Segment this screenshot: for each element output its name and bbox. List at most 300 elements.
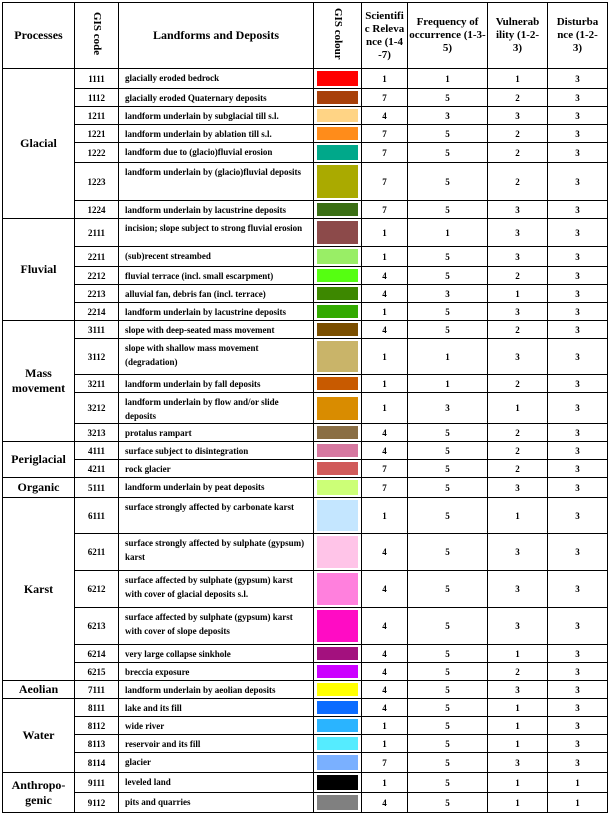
colour-swatch <box>317 221 358 244</box>
disturbance-value: 3 <box>548 681 608 699</box>
gis-code: 3211 <box>75 375 119 393</box>
frequency-value: 1 <box>408 339 488 375</box>
process-name: Glacial <box>3 69 75 219</box>
frequency-value: 5 <box>408 460 488 478</box>
disturbance-value: 1 <box>548 793 608 813</box>
scientific-relevance-value: 4 <box>362 442 408 460</box>
header-gis-colour <box>314 3 362 69</box>
gis-colour-cell <box>314 571 362 608</box>
gis-code: 2212 <box>75 267 119 285</box>
table-row <box>3 219 608 247</box>
landform-description: surface subject to disintegration <box>119 442 314 460</box>
colour-swatch <box>317 426 358 439</box>
gis-code: 3212 <box>75 393 119 424</box>
gis-code: 8112 <box>75 717 119 735</box>
gis-code: 5111 <box>75 478 119 498</box>
colour-swatch <box>317 755 358 770</box>
landform-description: slope with deep-seated mass movement <box>119 321 314 339</box>
vulnerability-value: 1 <box>488 498 548 534</box>
colour-swatch <box>317 775 358 790</box>
table-row <box>3 285 608 303</box>
frequency-value: 1 <box>408 375 488 393</box>
landform-description: surface strongly affected by carbonate karst <box>119 498 314 534</box>
frequency-value: 5 <box>408 201 488 219</box>
colour-swatch <box>317 536 358 568</box>
table-row <box>3 303 608 321</box>
gis-code: 1112 <box>75 89 119 107</box>
table-row <box>3 69 608 89</box>
frequency-value: 5 <box>408 663 488 681</box>
gis-code: 6215 <box>75 663 119 681</box>
vulnerability-value: 1 <box>488 717 548 735</box>
gis-colour-cell <box>314 460 362 478</box>
landform-description: lake and its fill <box>119 699 314 717</box>
disturbance-value: 3 <box>548 267 608 285</box>
frequency-value: 1 <box>408 69 488 89</box>
vulnerability-value: 1 <box>488 793 548 813</box>
landform-legend-table <box>2 2 608 813</box>
header-landforms: Landforms and Deposits <box>119 3 314 69</box>
gis-colour-cell <box>314 645 362 663</box>
colour-swatch <box>317 165 358 198</box>
gis-colour-cell <box>314 498 362 534</box>
table-row <box>3 321 608 339</box>
frequency-value: 5 <box>408 773 488 793</box>
process-name: Anthropo-genic <box>3 773 75 813</box>
scientific-relevance-value: 4 <box>362 424 408 442</box>
scientific-relevance-value: 1 <box>362 393 408 424</box>
scientific-relevance-value: 4 <box>362 534 408 571</box>
disturbance-value: 3 <box>548 753 608 773</box>
frequency-value: 5 <box>408 303 488 321</box>
table-row <box>3 735 608 753</box>
disturbance-value: 3 <box>548 143 608 163</box>
process-name: Karst <box>3 498 75 681</box>
landform-description: landform underlain by fall deposits <box>119 375 314 393</box>
vulnerability-value: 3 <box>488 681 548 699</box>
table-row <box>3 478 608 498</box>
colour-swatch <box>317 269 358 282</box>
colour-swatch <box>317 249 358 264</box>
colour-swatch <box>317 397 358 420</box>
gis-colour-cell <box>314 699 362 717</box>
disturbance-value: 3 <box>548 321 608 339</box>
gis-colour-cell <box>314 681 362 699</box>
colour-swatch <box>317 444 358 457</box>
frequency-value: 5 <box>408 699 488 717</box>
disturbance-value: 3 <box>548 571 608 608</box>
vulnerability-value: 3 <box>488 571 548 608</box>
gis-colour-cell <box>314 321 362 339</box>
scientific-relevance-value: 1 <box>362 375 408 393</box>
gis-code: 8113 <box>75 735 119 753</box>
gis-colour-cell <box>314 285 362 303</box>
colour-swatch <box>317 145 358 160</box>
landform-description: landform underlain by lacustrine deposits <box>119 303 314 321</box>
gis-colour-cell <box>314 247 362 267</box>
disturbance-value: 3 <box>548 478 608 498</box>
scientific-relevance-value: 4 <box>362 793 408 813</box>
frequency-value: 5 <box>408 793 488 813</box>
gis-colour-cell <box>314 663 362 681</box>
scientific-relevance-value: 7 <box>362 89 408 107</box>
vulnerability-value: 2 <box>488 125 548 143</box>
frequency-value: 3 <box>408 285 488 303</box>
disturbance-value: 3 <box>548 163 608 201</box>
frequency-value: 5 <box>408 89 488 107</box>
landform-description: landform underlain by peat deposits <box>119 478 314 498</box>
frequency-value: 5 <box>408 267 488 285</box>
scientific-relevance-value: 4 <box>362 107 408 125</box>
table-row <box>3 498 608 534</box>
scientific-relevance-value: 1 <box>362 303 408 321</box>
gis-colour-cell <box>314 339 362 375</box>
landform-description: very large collapse sinkhole <box>119 645 314 663</box>
vulnerability-value: 1 <box>488 735 548 753</box>
scientific-relevance-value: 1 <box>362 498 408 534</box>
gis-colour-cell <box>314 793 362 813</box>
disturbance-value: 3 <box>548 303 608 321</box>
header-vulnerability <box>488 3 548 69</box>
scientific-relevance-value: 1 <box>362 717 408 735</box>
colour-swatch <box>317 127 358 140</box>
legend-body <box>3 69 608 813</box>
table-row <box>3 424 608 442</box>
table-row <box>3 125 608 143</box>
gis-colour-cell <box>314 478 362 498</box>
disturbance-value: 3 <box>548 699 608 717</box>
landform-description: landform underlain by lacustrine deposits <box>119 201 314 219</box>
disturbance-value: 3 <box>548 247 608 267</box>
frequency-value: 5 <box>408 498 488 534</box>
frequency-value: 5 <box>408 163 488 201</box>
colour-swatch <box>317 683 358 696</box>
vulnerability-value: 3 <box>488 608 548 645</box>
process-name: Fluvial <box>3 219 75 321</box>
colour-swatch <box>317 500 358 531</box>
landform-description: surface affected by sulphate (gypsum) karst with cover of glacial deposits s.l. <box>119 571 314 608</box>
landform-description: reservoir and its fill <box>119 735 314 753</box>
scientific-relevance-value: 1 <box>362 247 408 267</box>
table-row <box>3 143 608 163</box>
frequency-value: 5 <box>408 125 488 143</box>
frequency-value: 3 <box>408 393 488 424</box>
landform-description: breccia exposure <box>119 663 314 681</box>
colour-swatch <box>317 109 358 122</box>
gis-colour-cell <box>314 267 362 285</box>
vulnerability-value: 1 <box>488 773 548 793</box>
landform-description: slope with shallow mass movement (degradation) <box>119 339 314 375</box>
process-name: Water <box>3 699 75 773</box>
table-row <box>3 339 608 375</box>
disturbance-value: 3 <box>548 645 608 663</box>
colour-swatch <box>317 719 358 732</box>
scientific-relevance-value: 7 <box>362 753 408 773</box>
vulnerability-value: 2 <box>488 442 548 460</box>
colour-swatch <box>317 573 358 605</box>
gis-code: 1221 <box>75 125 119 143</box>
disturbance-value: 3 <box>548 424 608 442</box>
scientific-relevance-value: 1 <box>362 219 408 247</box>
vulnerability-value: 2 <box>488 460 548 478</box>
landform-description: fluvial terrace (incl. small escarpment) <box>119 267 314 285</box>
gis-code: 7111 <box>75 681 119 699</box>
gis-colour-cell <box>314 69 362 89</box>
vulnerability-value: 2 <box>488 143 548 163</box>
scientific-relevance-value: 1 <box>362 735 408 753</box>
gis-colour-cell <box>314 89 362 107</box>
landform-description: surface affected by sulphate (gypsum) karst with cover of slope deposits <box>119 608 314 645</box>
gis-colour-cell <box>314 303 362 321</box>
table-row <box>3 699 608 717</box>
scientific-relevance-value: 1 <box>362 69 408 89</box>
disturbance-value: 3 <box>548 375 608 393</box>
scientific-relevance-value: 7 <box>362 478 408 498</box>
header-scientific <box>362 3 408 69</box>
colour-swatch <box>317 203 358 216</box>
gis-colour-cell <box>314 125 362 143</box>
header-processes: Processes <box>3 3 75 69</box>
landform-description: alluvial fan, debris fan (incl. terrace) <box>119 285 314 303</box>
scientific-relevance-value: 7 <box>362 163 408 201</box>
header-gis-code <box>75 3 119 69</box>
vulnerability-value: 3 <box>488 247 548 267</box>
header-disturbance <box>548 3 608 69</box>
vulnerability-value: 3 <box>488 303 548 321</box>
vulnerability-value: 1 <box>488 393 548 424</box>
vulnerability-value: 3 <box>488 534 548 571</box>
gis-code: 6213 <box>75 608 119 645</box>
scientific-relevance-value: 4 <box>362 645 408 663</box>
gis-code: 8114 <box>75 753 119 773</box>
colour-swatch <box>317 737 358 750</box>
vulnerability-value: 2 <box>488 267 548 285</box>
vulnerability-value: 3 <box>488 339 548 375</box>
process-name: Aeolian <box>3 681 75 699</box>
landform-description: landform underlain by subglacial till s.l. <box>119 107 314 125</box>
disturbance-value: 3 <box>548 442 608 460</box>
colour-swatch <box>317 71 358 86</box>
colour-swatch <box>317 701 358 714</box>
scientific-relevance-value: 7 <box>362 143 408 163</box>
gis-colour-cell <box>314 735 362 753</box>
disturbance-value: 3 <box>548 735 608 753</box>
gis-code: 6211 <box>75 534 119 571</box>
colour-swatch <box>317 305 358 318</box>
header-gis-colour-text: GIS colour <box>332 7 344 60</box>
gis-colour-cell <box>314 143 362 163</box>
table-row <box>3 681 608 699</box>
scientific-relevance-value: 4 <box>362 285 408 303</box>
gis-code: 3111 <box>75 321 119 339</box>
scientific-relevance-value: 7 <box>362 460 408 478</box>
gis-code: 6214 <box>75 645 119 663</box>
scientific-relevance-value: 1 <box>362 339 408 375</box>
landform-description: landform due to (glacio)fluvial erosion <box>119 143 314 163</box>
vulnerability-value: 1 <box>488 699 548 717</box>
vulnerability-value: 2 <box>488 89 548 107</box>
table-row <box>3 107 608 125</box>
gis-colour-cell <box>314 424 362 442</box>
gis-colour-cell <box>314 163 362 201</box>
vulnerability-value: 3 <box>488 219 548 247</box>
gis-code: 1224 <box>75 201 119 219</box>
disturbance-value: 3 <box>548 107 608 125</box>
table-row <box>3 460 608 478</box>
disturbance-value: 3 <box>548 125 608 143</box>
colour-swatch <box>317 462 358 475</box>
gis-code: 9111 <box>75 773 119 793</box>
colour-swatch <box>317 287 358 300</box>
gis-colour-cell <box>314 201 362 219</box>
disturbance-value: 3 <box>548 534 608 571</box>
process-name: Periglacial <box>3 442 75 478</box>
gis-code: 1111 <box>75 69 119 89</box>
table-row <box>3 247 608 267</box>
landform-description: landform underlain by ablation till s.l. <box>119 125 314 143</box>
frequency-value: 5 <box>408 321 488 339</box>
vulnerability-value: 1 <box>488 69 548 89</box>
table-row <box>3 201 608 219</box>
gis-code: 3213 <box>75 424 119 442</box>
gis-code: 3112 <box>75 339 119 375</box>
gis-colour-cell <box>314 608 362 645</box>
landform-description: surface strongly affected by sulphate (gypsum) karst <box>119 534 314 571</box>
scientific-relevance-value: 4 <box>362 267 408 285</box>
header-row <box>3 3 608 69</box>
landform-description: wide river <box>119 717 314 735</box>
landform-description: landform underlain by (glacio)fluvial deposits <box>119 163 314 201</box>
frequency-value: 1 <box>408 219 488 247</box>
landform-description: landform underlain by aeolian deposits <box>119 681 314 699</box>
frequency-value: 5 <box>408 681 488 699</box>
table-row <box>3 375 608 393</box>
gis-colour-cell <box>314 717 362 735</box>
table-row <box>3 571 608 608</box>
gis-colour-cell <box>314 534 362 571</box>
disturbance-value: 3 <box>548 717 608 735</box>
scientific-relevance-value: 7 <box>362 201 408 219</box>
table-row <box>3 442 608 460</box>
disturbance-value: 3 <box>548 663 608 681</box>
vulnerability-value: 2 <box>488 321 548 339</box>
gis-code: 1211 <box>75 107 119 125</box>
gis-code: 1223 <box>75 163 119 201</box>
table-row <box>3 753 608 773</box>
frequency-value: 5 <box>408 645 488 663</box>
vulnerability-value: 1 <box>488 285 548 303</box>
gis-colour-cell <box>314 219 362 247</box>
colour-swatch <box>317 91 358 104</box>
landform-description: pits and quarries <box>119 793 314 813</box>
colour-swatch <box>317 480 358 495</box>
disturbance-value: 3 <box>548 339 608 375</box>
frequency-value: 5 <box>408 735 488 753</box>
vulnerability-value: 2 <box>488 163 548 201</box>
gis-code: 2214 <box>75 303 119 321</box>
header-vulnerability-text: Vulnerability (1-2-3) <box>495 16 540 54</box>
scientific-relevance-value: 1 <box>362 773 408 793</box>
gis-colour-cell <box>314 107 362 125</box>
disturbance-value: 3 <box>548 201 608 219</box>
colour-swatch <box>317 647 358 660</box>
table-row <box>3 267 608 285</box>
landform-description: glacially eroded Quaternary deposits <box>119 89 314 107</box>
landform-description: incision; slope subject to strong fluvial erosion <box>119 219 314 247</box>
table-row <box>3 793 608 813</box>
table-row <box>3 645 608 663</box>
frequency-value: 3 <box>408 107 488 125</box>
gis-code: 9112 <box>75 793 119 813</box>
gis-colour-cell <box>314 393 362 424</box>
vulnerability-value: 2 <box>488 424 548 442</box>
frequency-value: 5 <box>408 442 488 460</box>
gis-code: 2211 <box>75 247 119 267</box>
table-row <box>3 163 608 201</box>
frequency-value: 5 <box>408 478 488 498</box>
table-row <box>3 393 608 424</box>
frequency-value: 5 <box>408 608 488 645</box>
frequency-value: 5 <box>408 753 488 773</box>
disturbance-value: 3 <box>548 89 608 107</box>
gis-code: 2213 <box>75 285 119 303</box>
landform-description: (sub)recent streambed <box>119 247 314 267</box>
frequency-value: 5 <box>408 717 488 735</box>
scientific-relevance-value: 4 <box>362 699 408 717</box>
disturbance-value: 3 <box>548 285 608 303</box>
frequency-value: 5 <box>408 247 488 267</box>
gis-colour-cell <box>314 442 362 460</box>
scientific-relevance-value: 4 <box>362 681 408 699</box>
disturbance-value: 3 <box>548 219 608 247</box>
gis-code: 2111 <box>75 219 119 247</box>
vulnerability-value: 2 <box>488 375 548 393</box>
vulnerability-value: 3 <box>488 201 548 219</box>
colour-swatch <box>317 795 358 810</box>
gis-code: 8111 <box>75 699 119 717</box>
table-row <box>3 534 608 571</box>
landform-description: leveled land <box>119 773 314 793</box>
scientific-relevance-value: 4 <box>362 321 408 339</box>
table-row <box>3 89 608 107</box>
gis-code: 4111 <box>75 442 119 460</box>
landform-description: landform underlain by flow and/or slide deposits <box>119 393 314 424</box>
colour-swatch <box>317 377 358 390</box>
disturbance-value: 3 <box>548 498 608 534</box>
table-row <box>3 717 608 735</box>
colour-swatch <box>317 665 358 678</box>
gis-colour-cell <box>314 375 362 393</box>
process-name: Organic <box>3 478 75 498</box>
header-scientific-text: Scientific Relevance (1-4-7) <box>364 9 405 61</box>
landform-description: glacially eroded bedrock <box>119 69 314 89</box>
disturbance-value: 3 <box>548 69 608 89</box>
landform-description: glacier <box>119 753 314 773</box>
disturbance-value: 1 <box>548 773 608 793</box>
gis-code: 6111 <box>75 498 119 534</box>
frequency-value: 5 <box>408 143 488 163</box>
scientific-relevance-value: 4 <box>362 608 408 645</box>
gis-code: 6212 <box>75 571 119 608</box>
landform-description: rock glacier <box>119 460 314 478</box>
process-name: Mass movement <box>3 321 75 442</box>
gis-colour-cell <box>314 753 362 773</box>
vulnerability-value: 2 <box>488 663 548 681</box>
vulnerability-value: 3 <box>488 107 548 125</box>
scientific-relevance-value: 7 <box>362 125 408 143</box>
header-gis-code-text: GIS code <box>91 11 103 56</box>
frequency-value: 5 <box>408 571 488 608</box>
